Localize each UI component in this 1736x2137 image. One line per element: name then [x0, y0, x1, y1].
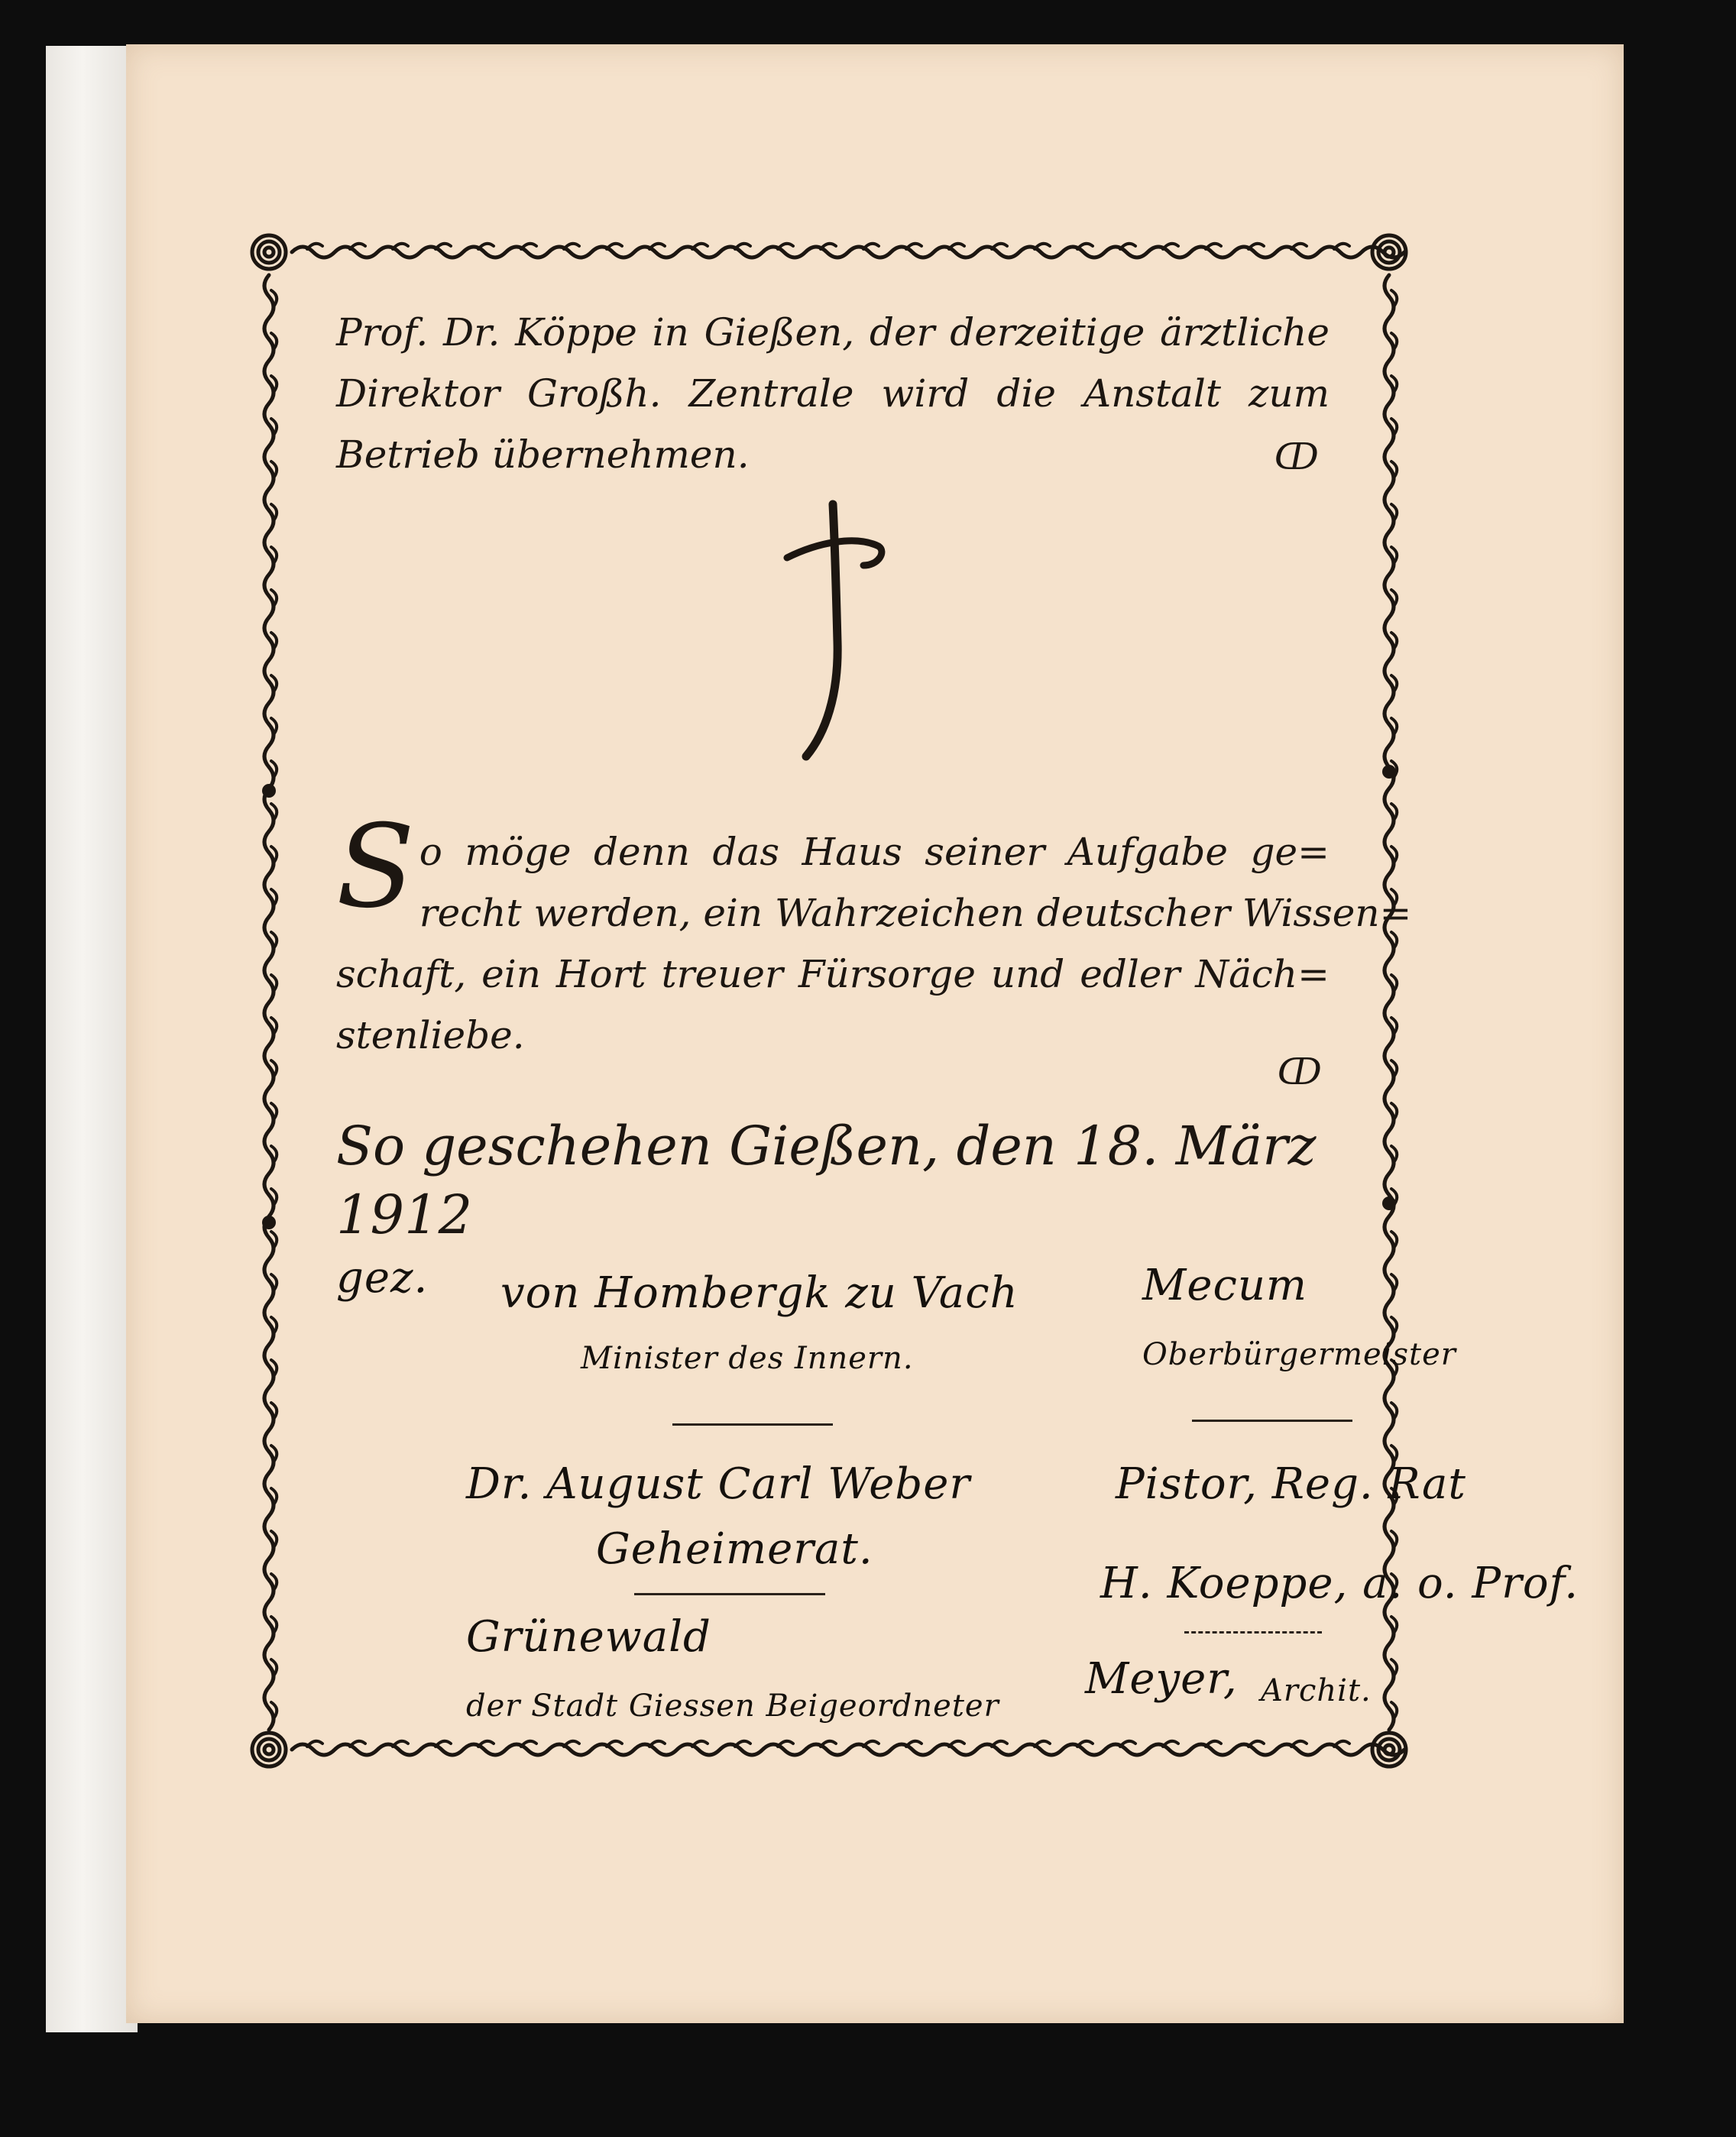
gez-label: gez.	[336, 1253, 429, 1303]
signature-minister: von Hombergk zu Vach	[500, 1268, 1019, 1318]
divider	[1192, 1420, 1352, 1422]
signature-meyer-title: Archit.	[1261, 1673, 1372, 1708]
drop-cap: S	[336, 801, 415, 934]
divider	[634, 1593, 825, 1595]
divider	[1184, 1631, 1322, 1634]
signature-mecum-title: Oberbürgermeister	[1142, 1337, 1456, 1372]
signature-weber-title: Geheimerat.	[596, 1524, 873, 1574]
paragraph-1-line: Direktor Großh. Zentrale wird die Anstalt zum	[336, 371, 1330, 416]
cross-icon	[772, 489, 894, 772]
paragraph-2-line: recht werden, ein Wahrzeichen deutscher Wissen=	[419, 891, 1412, 935]
paragraph-1-line: Prof. Dr. Köppe in Gießen, der derzeitige ärztliche	[336, 310, 1330, 355]
paragraph-2-line: schaft, ein Hort treuer Fürsorge und edler Näch=	[336, 952, 1330, 996]
page-edge	[46, 46, 138, 2032]
signature-koeppe: H. Koeppe, a. o. Prof.	[1100, 1559, 1579, 1608]
divider	[672, 1423, 833, 1426]
paragraph-1-line: Betrieb übernehmen.	[336, 432, 750, 477]
paragraph-1	[336, 302, 1330, 485]
paragraph-2	[336, 801, 1412, 1066]
signature-gruenewald-title: der Stadt Giessen Beigeordneter	[466, 1689, 999, 1724]
signature-weber: Dr. August Carl Weber	[466, 1459, 971, 1509]
signature-pistor: Pistor, Reg. Rat	[1116, 1459, 1466, 1509]
end-ornament-icon: ↀ	[1274, 435, 1319, 478]
signature-gruenewald: Grünewald	[466, 1612, 711, 1662]
paragraph-2-line: stenliebe.	[336, 1013, 525, 1057]
signature-mecum: Mecum	[1142, 1261, 1308, 1310]
paragraph-2-line: o möge denn das Haus seiner Aufgabe ge=	[419, 830, 1330, 874]
signature-meyer: Meyer,	[1085, 1654, 1238, 1704]
end-ornament-icon: ↀ	[1278, 1051, 1322, 1093]
signature-minister-title: Minister des Innern.	[581, 1341, 914, 1376]
dateline: So geschehen Gießen, den 18. März 1912	[336, 1115, 1317, 1246]
